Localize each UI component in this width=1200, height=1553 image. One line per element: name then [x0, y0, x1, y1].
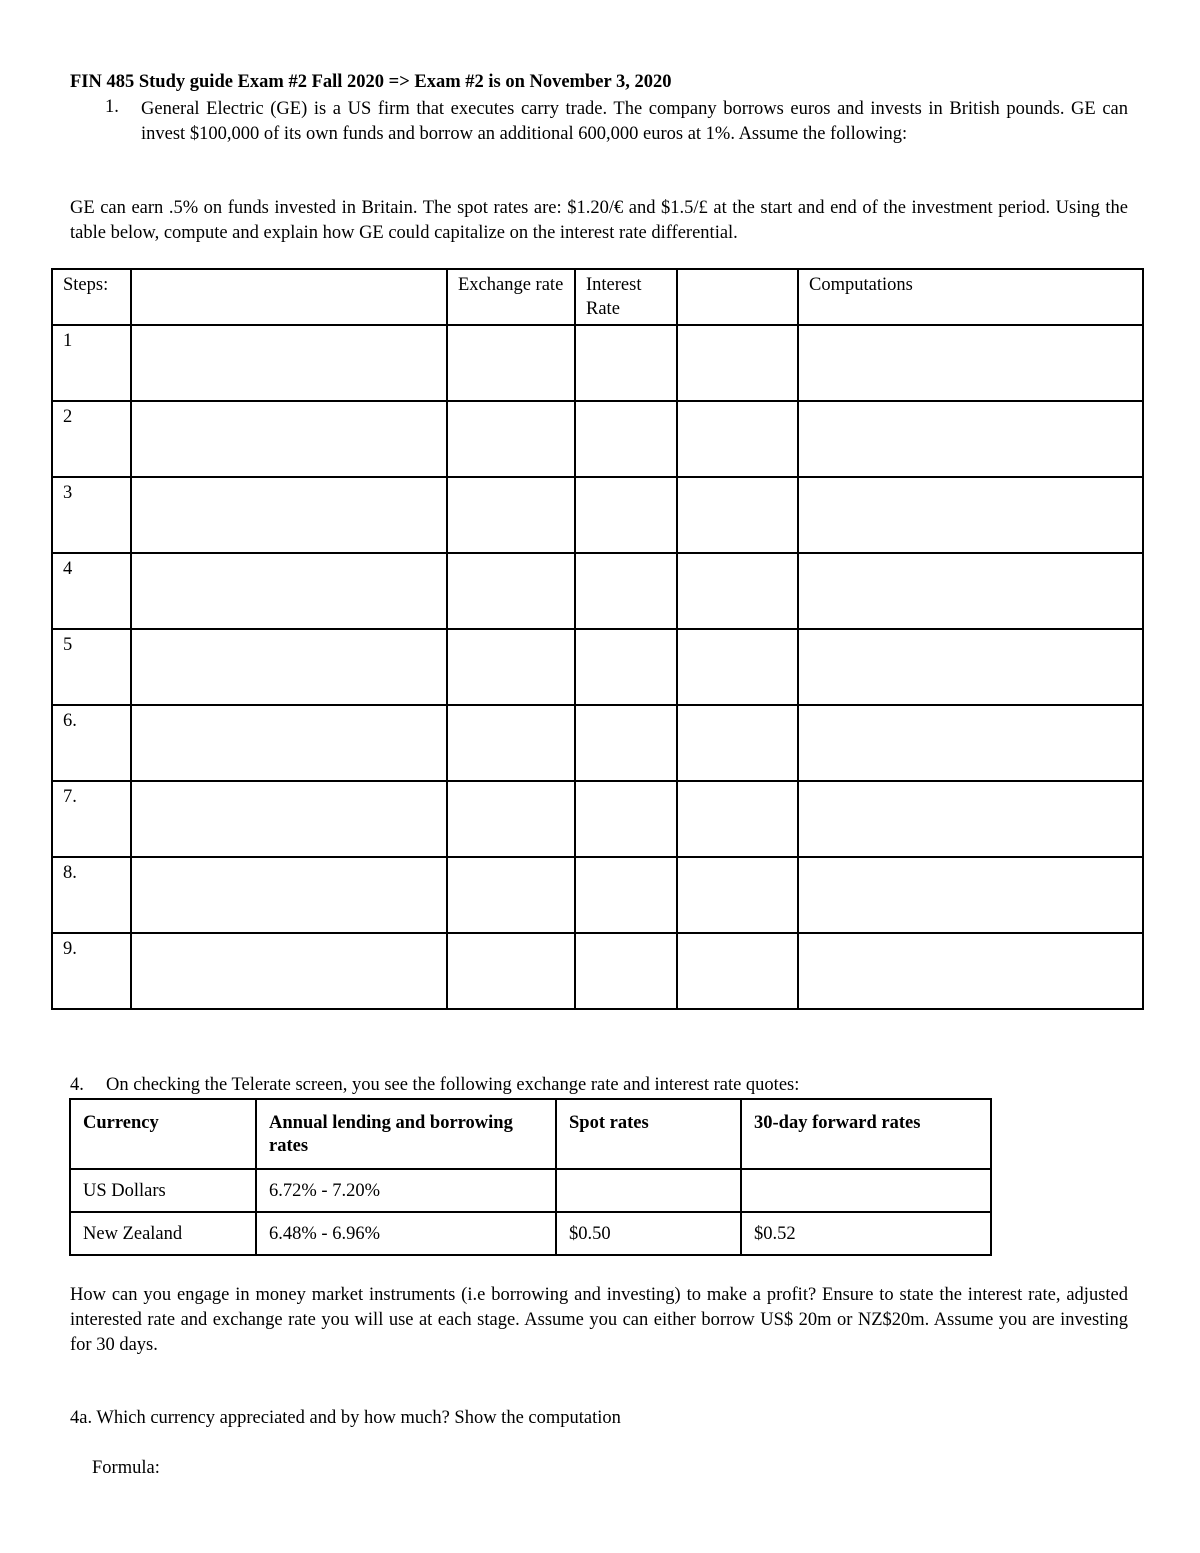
- step-number: 2: [52, 401, 131, 477]
- steps-table-header-row: [52, 269, 1143, 325]
- answer-cell[interactable]: [131, 857, 447, 933]
- step-number: 1: [52, 325, 131, 401]
- answer-cell[interactable]: [798, 857, 1143, 933]
- table-row: [52, 857, 1143, 933]
- answer-cell[interactable]: [575, 857, 677, 933]
- answer-cell[interactable]: [798, 477, 1143, 553]
- answer-cell[interactable]: [798, 553, 1143, 629]
- quotes-table-header-row: [70, 1099, 991, 1169]
- answer-cell[interactable]: [798, 629, 1143, 705]
- answer-cell[interactable]: [677, 705, 798, 781]
- rates-cell: 6.72% - 7.20%: [256, 1169, 556, 1212]
- answer-cell[interactable]: [447, 325, 575, 401]
- answer-cell[interactable]: [798, 325, 1143, 401]
- answer-cell[interactable]: [447, 401, 575, 477]
- answer-cell[interactable]: [131, 629, 447, 705]
- header-forward-rates: 30-day forward rates: [741, 1099, 991, 1169]
- answer-cell[interactable]: [575, 401, 677, 477]
- step-number: 5: [52, 629, 131, 705]
- header-currency: Currency: [70, 1099, 256, 1169]
- question-4-number: 4.: [70, 1075, 84, 1095]
- answer-cell[interactable]: [798, 705, 1143, 781]
- currency-cell: US Dollars: [70, 1169, 256, 1212]
- header-steps: Steps:: [52, 269, 131, 325]
- answer-cell[interactable]: [447, 933, 575, 1009]
- page-title: FIN 485 Study guide Exam #2 Fall 2020 => Exam #2 is on November 3, 2020: [70, 72, 672, 92]
- forward-rate-cell: [741, 1169, 991, 1212]
- answer-cell[interactable]: [447, 857, 575, 933]
- spot-rate-cell: [556, 1169, 741, 1212]
- step-number: 4: [52, 553, 131, 629]
- question-1-number: 1.: [105, 97, 119, 117]
- answer-cell[interactable]: [447, 705, 575, 781]
- answer-cell[interactable]: [447, 553, 575, 629]
- header-spot-rates: Spot rates: [556, 1099, 741, 1169]
- quotes-table: [69, 1098, 992, 1256]
- step-number: 8.: [52, 857, 131, 933]
- step-number: 7.: [52, 781, 131, 857]
- header-computations: Computations: [798, 269, 1143, 325]
- forward-rate-cell: $0.52: [741, 1212, 991, 1255]
- answer-cell[interactable]: [131, 933, 447, 1009]
- answer-cell[interactable]: [677, 781, 798, 857]
- answer-cell[interactable]: [677, 325, 798, 401]
- answer-cell[interactable]: [677, 477, 798, 553]
- table-row: [52, 629, 1143, 705]
- answer-cell[interactable]: [575, 477, 677, 553]
- table-row: [52, 553, 1143, 629]
- table-row: [52, 705, 1143, 781]
- answer-cell[interactable]: [131, 553, 447, 629]
- table-row: [52, 781, 1143, 857]
- answer-cell[interactable]: [575, 629, 677, 705]
- question-4-text: On checking the Telerate screen, you see the following exchange rate and interest rate quotes:: [106, 1075, 800, 1095]
- step-number: 6.: [52, 705, 131, 781]
- header-blank-1: [131, 269, 447, 325]
- answer-cell[interactable]: [575, 781, 677, 857]
- answer-cell[interactable]: [447, 629, 575, 705]
- answer-cell[interactable]: [575, 325, 677, 401]
- answer-cell[interactable]: [798, 781, 1143, 857]
- step-number: 9.: [52, 933, 131, 1009]
- table-row: [70, 1169, 991, 1212]
- answer-cell[interactable]: [447, 781, 575, 857]
- steps-table: [51, 268, 1144, 1010]
- question-4-prompt: How can you engage in money market instruments (i.e borrowing and investing) to make a profit? Ensure to state the interest rate, adjusted interested rate and exchange rate you will use at each stage. Assume you can either borrow US$ 20m or NZ$20m. Assume you are investing for 30 days.: [70, 1285, 1128, 1355]
- answer-cell[interactable]: [575, 705, 677, 781]
- answer-cell[interactable]: [131, 705, 447, 781]
- table-row: [70, 1212, 991, 1255]
- header-lending-borrowing-rates: Annual lending and borrowing rates: [256, 1099, 556, 1169]
- step-number: 3: [52, 477, 131, 553]
- answer-cell[interactable]: [677, 857, 798, 933]
- answer-cell[interactable]: [131, 401, 447, 477]
- spot-rate-cell: $0.50: [556, 1212, 741, 1255]
- question-4a-text: 4a. Which currency appreciated and by how much? Show the computation: [70, 1408, 621, 1428]
- header-exchange-rate: Exchange rate: [447, 269, 575, 325]
- answer-cell[interactable]: [575, 553, 677, 629]
- table-row: [52, 325, 1143, 401]
- question-1-text: General Electric (GE) is a US firm that executes carry trade. The company borrows euros and invests in British pounds. GE can invest $100,000 of its own funds and borrow an additional 600,000 euros at 1%. Assume the following:: [141, 99, 1128, 144]
- question-4-heading: [70, 1075, 799, 1096]
- answer-cell[interactable]: [677, 401, 798, 477]
- answer-cell[interactable]: [677, 629, 798, 705]
- answer-cell[interactable]: [677, 933, 798, 1009]
- answer-cell[interactable]: [131, 477, 447, 553]
- question-1-details: GE can earn .5% on funds invested in Britain. The spot rates are: $1.20/€ and $1.5/£ at the start and end of the investment period. Using the table below, compute and explain how GE could capitalize on the interest rate differential.: [70, 198, 1128, 243]
- answer-cell[interactable]: [131, 781, 447, 857]
- table-row: [52, 401, 1143, 477]
- table-row: [52, 477, 1143, 553]
- answer-cell[interactable]: [575, 933, 677, 1009]
- header-interest-rate: Interest Rate: [575, 269, 677, 325]
- table-row: [52, 933, 1143, 1009]
- rates-cell: 6.48% - 6.96%: [256, 1212, 556, 1255]
- answer-cell[interactable]: [798, 933, 1143, 1009]
- answer-cell[interactable]: [677, 553, 798, 629]
- currency-cell: New Zealand: [70, 1212, 256, 1255]
- header-blank-2: [677, 269, 798, 325]
- answer-cell[interactable]: [447, 477, 575, 553]
- answer-cell[interactable]: [798, 401, 1143, 477]
- answer-cell[interactable]: [131, 325, 447, 401]
- formula-label: Formula:: [92, 1458, 160, 1478]
